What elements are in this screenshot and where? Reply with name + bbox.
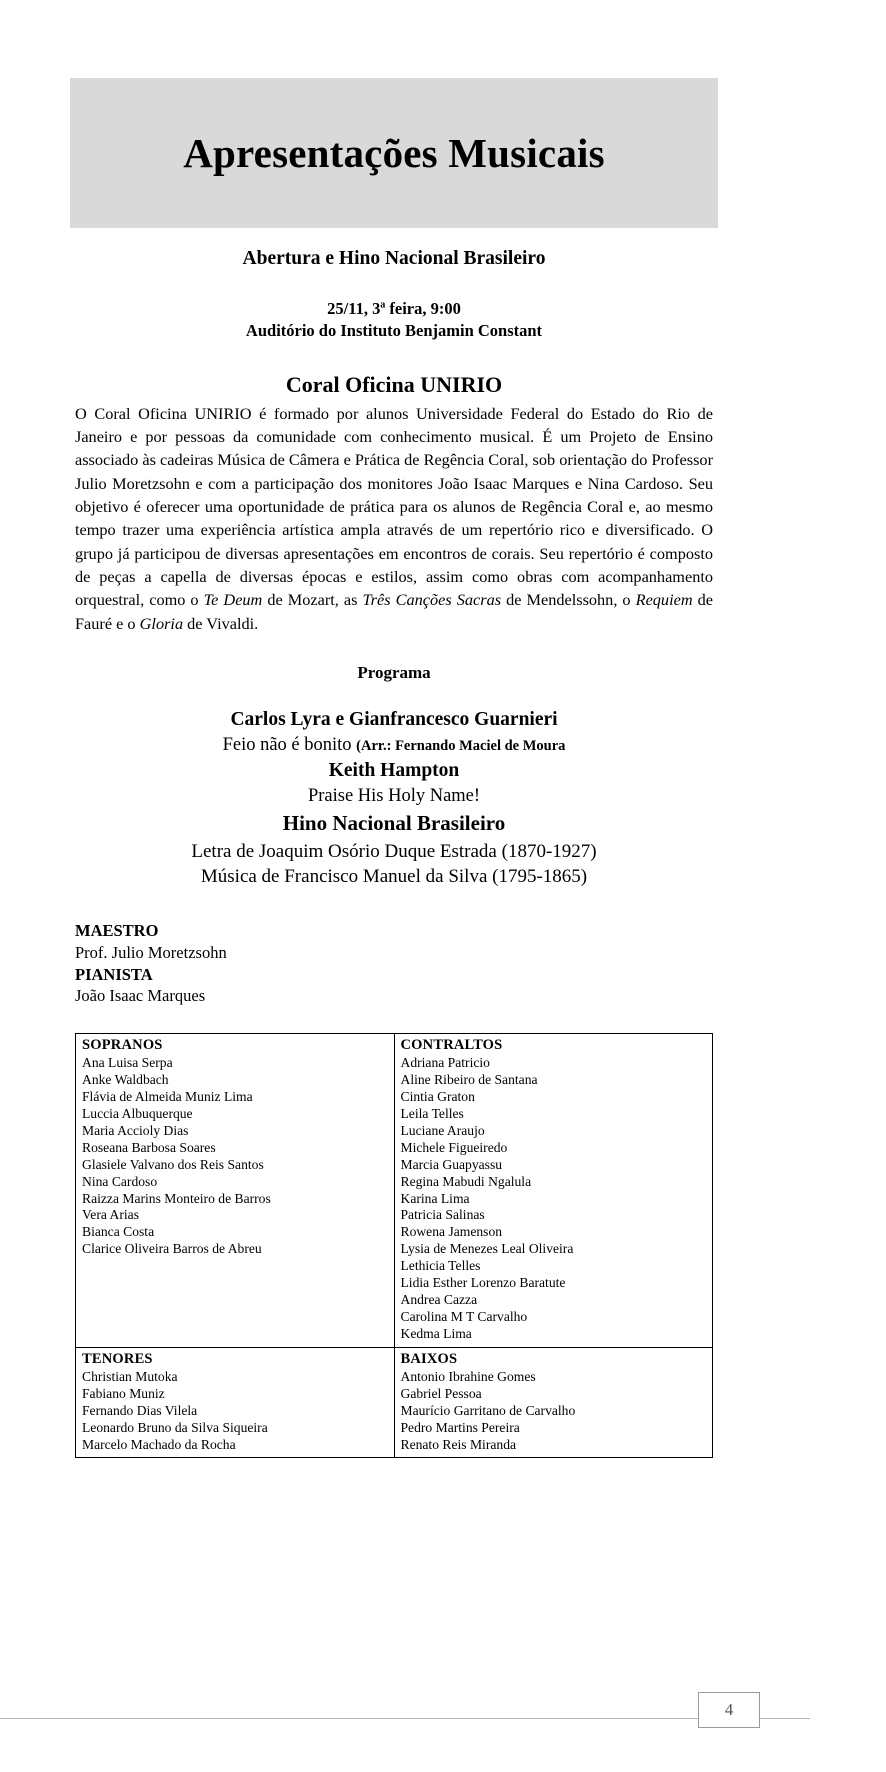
choir-name: Coral Oficina UNIRIO: [285, 371, 503, 397]
description-part-1: O Coral Oficina UNIRIO é formado por alunos Universidade Federal do Estado do Rio de Janeiro e por pessoas da comunidade com conhecimento musical. É um Projeto de Ensino associado às cadeiras Música de Câmera e Prática de Regência Coral, sob orientação do Professor Julio Moretzsohn e com a participação dos monitores João Isaac Marques e Nina Cardoso. Seu objetivo é oferecer uma oportunidade de prática para os alunos de Regência Coral e, ao mesmo tempo trazer uma experiência artística ampla através de um repertório rico e diversificado. O grupo já participou de diversas apresentações em encontros de corais. Seu repertório é composto de peças a capella de diversas épocas e estilos, assim como obras com acompanhamento orquestral, como o: [75, 403, 713, 610]
program-label: Programa: [357, 662, 431, 682]
event-date: 25/11, 3ª feira, 9:00: [327, 299, 461, 318]
list-item: Rowena Jamenson: [400, 1224, 503, 1240]
piece-title-1: Feio não é bonito: [222, 735, 357, 756]
list-item: Clarice Oliveira Barros de Abreu: [82, 1241, 262, 1257]
member-list-contraltos: [401, 1055, 713, 1343]
document-content: [75, 248, 713, 1458]
anthem-lyricist: Letra de Joaquim Osório Duque Estrada (1870-1927): [191, 840, 597, 862]
list-item: Pedro Martins Pereira: [400, 1419, 520, 1435]
list-item: Leila Telles: [400, 1105, 464, 1121]
voice-header-sopranos: SOPRANOS: [82, 1037, 163, 1054]
page-number: 4: [698, 1692, 760, 1728]
list-item: Luciane Araujo: [400, 1122, 485, 1138]
list-item: Kedma Lima: [400, 1325, 472, 1341]
list-item: Andrea Cazza: [400, 1292, 478, 1308]
list-item: Leonardo Bruno da Silva Siqueira: [82, 1419, 268, 1435]
credit-role-pianista: PIANISTA: [75, 964, 153, 984]
list-item: Lysia de Menezes Leal Oliveira: [400, 1241, 574, 1257]
list-item: Marcelo Machado da Rocha: [82, 1436, 236, 1452]
list-item: Ana Luisa Serpa: [82, 1055, 173, 1071]
program-composer-1: Carlos Lyra e Gianfrancesco Guarnieri: [230, 708, 558, 730]
event-venue: Auditório do Instituto Benjamin Constant: [245, 320, 543, 340]
list-item: Bianca Costa: [82, 1224, 155, 1240]
list-item: Patricia Salinas: [400, 1207, 485, 1223]
event-heading: Abertura e Hino Nacional Brasileiro: [242, 248, 546, 269]
spacer: [75, 635, 713, 663]
list-item: Vera Arias: [82, 1207, 139, 1223]
description-part-5: de Vivaldi.: [183, 613, 259, 633]
voice-header-contraltos: CONTRALTOS: [400, 1037, 503, 1054]
member-list-sopranos: [82, 1055, 394, 1258]
voice-header-tenores: TENORES: [82, 1350, 153, 1367]
voice-header-baixos: BAIXOS: [400, 1350, 458, 1367]
list-item: Christian Mutoka: [82, 1368, 178, 1384]
list-item: Luccia Albuquerque: [82, 1105, 193, 1121]
credit-role-maestro: MAESTRO: [75, 921, 159, 941]
list-item: Adriana Patricio: [400, 1055, 490, 1071]
list-item: Raizza Marins Monteiro de Barros: [82, 1190, 271, 1206]
description-part-2: de Mozart, as: [262, 590, 363, 610]
spacer: [75, 270, 713, 298]
list-item: Regina Mabudi Ngalula: [400, 1173, 532, 1189]
work-title-gloria: Gloria: [139, 613, 184, 633]
credits-block: [75, 920, 713, 1007]
list-item: Aline Ribeiro de Santana: [400, 1072, 538, 1088]
work-title-te-deum: Te Deum: [203, 590, 263, 610]
piece-arranger-1: (Arr.: Fernando Maciel de Moura: [356, 738, 566, 755]
choir-members-table: [75, 1033, 713, 1458]
list-item: Renato Reis Miranda: [400, 1436, 517, 1452]
footer-divider: [0, 1718, 810, 1719]
list-item: Glasiele Valvano dos Reis Santos: [82, 1156, 264, 1172]
list-item: Fabiano Muniz: [82, 1385, 165, 1401]
list-item: Anke Waldbach: [82, 1072, 169, 1088]
list-item: Nina Cardoso: [82, 1173, 158, 1189]
description-part-3: de Mendelssohn, o: [501, 590, 636, 610]
list-item: Antonio Ibrahine Gomes: [400, 1368, 536, 1384]
title-banner: [70, 78, 718, 228]
member-list-baixos: [401, 1369, 713, 1454]
cell-tenores: [76, 1347, 395, 1458]
list-item: Marcia Guapyassu: [400, 1156, 503, 1172]
table-row: [76, 1347, 713, 1458]
spacer: [75, 342, 713, 370]
list-item: Maurício Garritano de Carvalho: [400, 1402, 576, 1418]
spacer: [75, 683, 713, 707]
program-composer-2: Keith Hampton: [328, 760, 460, 782]
work-title-requiem: Requiem: [635, 590, 693, 610]
list-item: Lidia Esther Lorenzo Baratute: [400, 1275, 566, 1291]
table-row: [76, 1034, 713, 1348]
credit-person-maestro: Prof. Julio Moretzsohn: [75, 942, 227, 962]
anthem-title: Hino Nacional Brasileiro: [282, 811, 506, 836]
cell-sopranos: [76, 1034, 395, 1348]
member-list-tenores: [82, 1369, 394, 1454]
list-item: Carolina M T Carvalho: [400, 1308, 528, 1324]
list-item: Gabriel Pessoa: [400, 1385, 482, 1401]
choir-description: [75, 402, 713, 635]
credit-person-pianista: João Isaac Marques: [75, 986, 206, 1006]
list-item: Fernando Dias Vilela: [82, 1402, 198, 1418]
cell-baixos: [394, 1347, 713, 1458]
list-item: Maria Accioly Dias: [82, 1122, 189, 1138]
work-title-tres-cancoes: Três Canções Sacras: [362, 590, 502, 610]
page-title: Apresentações Musicais: [183, 130, 605, 176]
list-item: Karina Lima: [400, 1190, 470, 1206]
program-piece-1: [75, 733, 713, 758]
list-item: Flávia de Almeida Muniz Lima: [82, 1088, 253, 1104]
list-item: Roseana Barbosa Soares: [82, 1139, 216, 1155]
program-piece-2: Praise His Holy Name!: [307, 786, 481, 807]
cell-contraltos: [394, 1034, 713, 1348]
list-item: Cintia Graton: [400, 1088, 475, 1104]
list-item: Lethicia Telles: [400, 1258, 481, 1274]
description-part-4: de Fauré e o: [75, 590, 714, 633]
list-item: Michele Figueiredo: [400, 1139, 508, 1155]
anthem-composer: Música de Francisco Manuel da Silva (1795-1865): [200, 866, 588, 888]
